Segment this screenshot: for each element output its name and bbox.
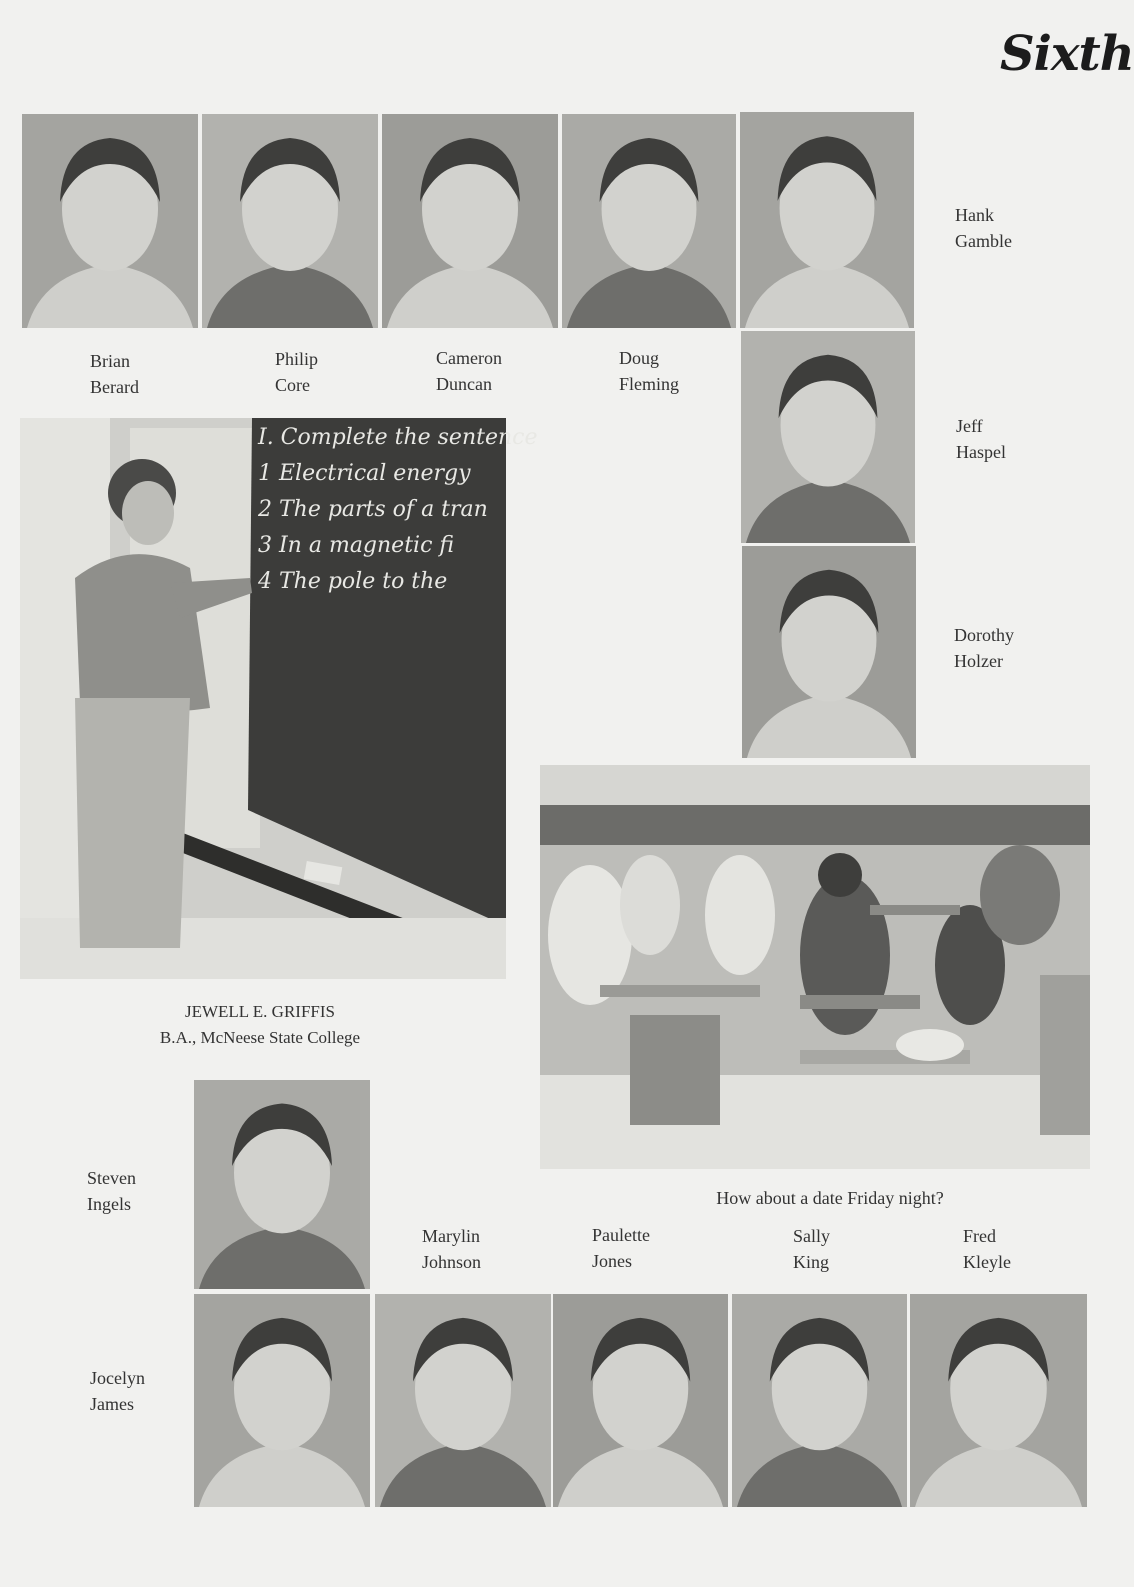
portrait-doug-fleming <box>562 114 736 328</box>
student-name: Doug Fleming <box>619 348 680 394</box>
student-name: Sally King <box>793 1226 831 1272</box>
chalkboard-writing <box>258 420 538 610</box>
portrait-silhouette <box>553 1294 728 1507</box>
portrait-silhouette <box>202 114 378 328</box>
student-name: Marylin Johnson <box>422 1226 482 1272</box>
portrait-silhouette <box>194 1294 370 1507</box>
classroom-caption: How about a date Friday night? <box>716 1188 944 1208</box>
student-name: Jocelyn James <box>90 1368 145 1414</box>
classroom-photo-illustration <box>540 765 1090 1169</box>
portrait-hank-gamble <box>740 112 914 328</box>
portrait-jocelyn-james <box>194 1294 370 1507</box>
portrait-silhouette <box>732 1294 907 1507</box>
chalkboard-line: 4 The pole to the <box>258 569 448 594</box>
student-name: Cameron Duncan <box>436 348 502 394</box>
portrait-jeff-haspel <box>741 331 915 543</box>
portrait-silhouette <box>194 1080 370 1289</box>
student-name: Jeff Haspel <box>956 416 1006 462</box>
student-name: Paulette Jones <box>592 1225 650 1271</box>
portrait-steven-ingels <box>194 1080 370 1289</box>
portrait-silhouette <box>22 114 198 328</box>
portrait-philip-core <box>202 114 378 328</box>
chalkboard-line: 2 The parts of a tran <box>258 497 488 522</box>
portrait-silhouette <box>375 1294 551 1507</box>
portrait-silhouette <box>910 1294 1087 1507</box>
student-name: Steven Ingels <box>87 1168 136 1214</box>
portrait-cameron-duncan <box>382 114 558 328</box>
classroom-photo <box>540 765 1090 1169</box>
page-heading: Sixth <box>1000 26 1134 82</box>
portrait-silhouette <box>741 331 915 543</box>
portrait-brian-berard <box>22 114 198 328</box>
portrait-paulette-jones <box>553 1294 728 1507</box>
student-name: Dorothy Holzer <box>954 625 1014 671</box>
student-name: Hank Gamble <box>955 205 1012 251</box>
chalkboard-line: 3 In a magnetic fi <box>258 533 455 558</box>
portrait-silhouette <box>742 546 916 758</box>
teacher-degree: B.A., McNeese State College <box>159 1028 361 1047</box>
portrait-silhouette <box>562 114 736 328</box>
teacher-caption <box>110 999 410 1051</box>
portrait-marylin-johnson <box>375 1294 551 1507</box>
portrait-silhouette <box>382 114 558 328</box>
teacher-name: JEWELL E. GRIFFIS <box>184 1002 335 1021</box>
chalkboard-line: I. Complete the sentence <box>258 425 538 450</box>
portrait-dorothy-holzer <box>742 546 916 758</box>
portrait-silhouette <box>740 112 914 328</box>
student-name: Fred Kleyle <box>963 1226 1011 1272</box>
student-name: Brian Berard <box>90 351 139 397</box>
chalkboard-line: 1 Electrical energy <box>258 461 471 486</box>
portrait-sally-king <box>732 1294 907 1507</box>
student-name: Philip Core <box>275 349 319 395</box>
portrait-fred-kleyle <box>910 1294 1087 1507</box>
